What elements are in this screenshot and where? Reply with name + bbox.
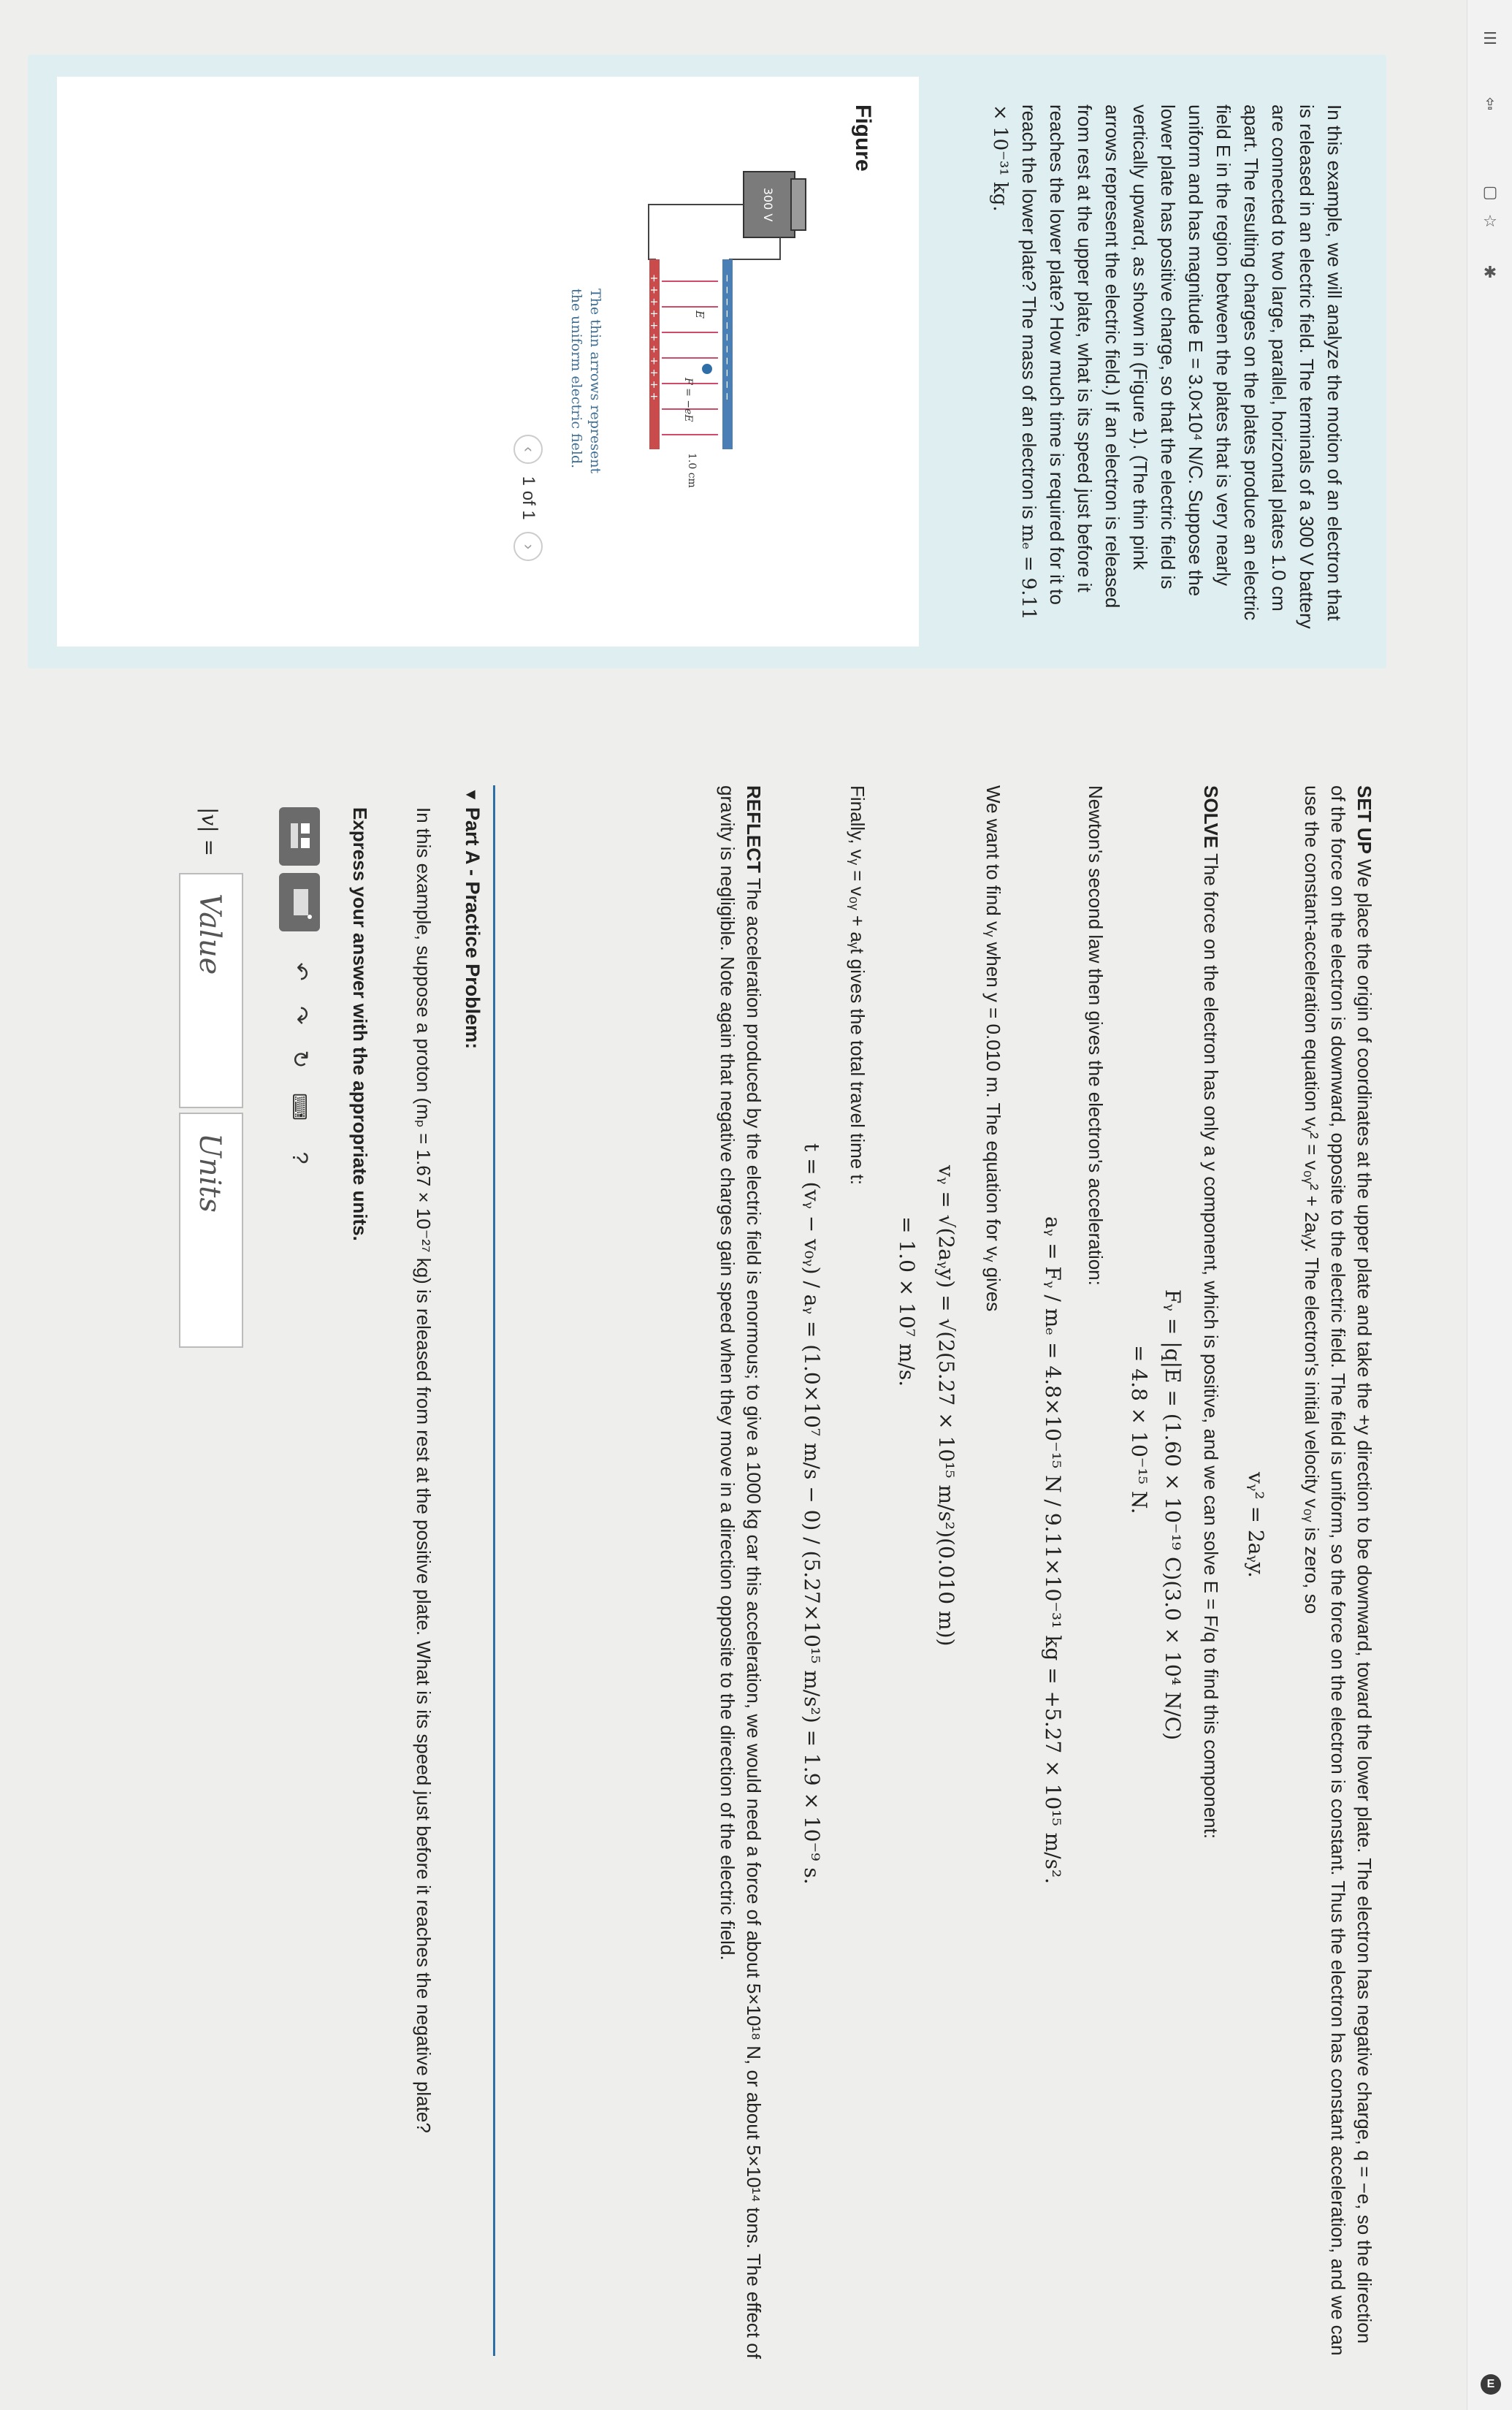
reflect-heading: REFLECT xyxy=(743,785,765,873)
svg-text:+ + + + + + + + + +: + + + + + + + + + + + xyxy=(648,274,660,401)
part-a-divider xyxy=(493,785,495,2356)
figure-caption-line-1: The thin arrows represent xyxy=(587,289,603,474)
parallel-plates-figure xyxy=(605,172,824,488)
electron xyxy=(702,364,712,374)
answer-label: |v| = xyxy=(197,807,221,857)
solve-heading: SOLVE xyxy=(1200,785,1222,849)
problem-intro xyxy=(986,104,1348,630)
browser-toolbar xyxy=(1467,0,1512,2410)
svg-text:− − − − − − − − − −: − − − − − − − − − − − xyxy=(721,274,733,401)
force-equation: Fᵧ = |q|E = (1.60 × 10⁻¹⁹ C)(3.0 × 10⁴ N/C) xyxy=(1161,1289,1185,1741)
chevron-right-icon[interactable]: › xyxy=(513,532,543,561)
redo-icon[interactable]: ↷ xyxy=(288,1006,312,1025)
solve-paragraph xyxy=(1198,785,1224,2363)
units-template-icon[interactable] xyxy=(279,873,320,931)
velocity-result: = 1.0 × 10⁷ m/s. xyxy=(895,1216,919,1387)
pager-label: 1 of 1 xyxy=(519,476,538,520)
part-a-title[interactable]: Part A - Practice Problem: xyxy=(462,807,484,1050)
want-text: We want to find vᵧ when y = 0.010 m. The equation for vᵧ gives xyxy=(982,785,1004,1312)
setup-paragraph xyxy=(1299,785,1378,2363)
battery-label: 300 V xyxy=(761,187,775,222)
acceleration-equation: aᵧ = Fᵧ / mₑ = 4.8×10⁻¹⁵ N / 9.11×10⁻³¹ kg = +5.27 × 10¹⁵ m/s². xyxy=(1041,1216,1065,1885)
battery xyxy=(744,172,806,237)
reset-icon[interactable]: ↻ xyxy=(288,1050,312,1069)
keyboard-icon[interactable]: ⌨ xyxy=(289,1093,310,1121)
tab-icon[interactable]: ▢ xyxy=(1482,183,1498,201)
figure-title: Figure xyxy=(851,104,875,172)
undo-icon[interactable]: ↶ xyxy=(288,962,312,981)
time-equation: t = (vᵧ − v₀ᵧ) / aᵧ = (1.0×10⁷ m/s − 0) / (5.27×10¹⁵ m/s²) = 1.9 × 10⁻⁹ s. xyxy=(800,1143,824,1885)
help-icon[interactable]: ? xyxy=(288,1151,312,1164)
share-icon[interactable]: ⇪ xyxy=(1483,95,1497,113)
reflect-paragraph xyxy=(714,785,767,2363)
force-result: = 4.8 × 10⁻¹⁵ N. xyxy=(1127,1345,1151,1514)
gap-label: 1.0 cm xyxy=(686,453,698,488)
chevron-left-icon[interactable]: ‹ xyxy=(513,435,543,464)
solve-text: The force on the electron has only a y component, which is positive, and we can solve E = F/q to find this component: xyxy=(1200,848,1222,1839)
menu-icon[interactable]: ☰ xyxy=(1483,29,1497,47)
field-label: E xyxy=(693,310,706,319)
setup-text: We place the origin of coordinates at the upper plate and take the +y direction to be downward, toward the lower plate. The electron has negative charge, q = −e, so the direction of the force on the electron is downward, opposite to the electric field. The field is uniform, so the force on the electron is constant. Thus the electron has constant acceleration, and we can use the constant-acceleration equation vᵧ² = v₀ᵧ² + 2aᵧy. The electron's initial velocity v₀ᵧ is zero, so xyxy=(1301,785,1375,2356)
velocity-equation: vᵧ = √(2aᵧy) = √(2(5.27 × 10¹⁵ m/s²)(0.010 m)) xyxy=(934,1165,958,1647)
part-a-instruction: Express your answer with the appropriate units. xyxy=(349,807,371,1241)
figure-caption-line-2: the uniform electric field. xyxy=(568,289,584,469)
solution-panel xyxy=(28,734,1386,2392)
extensions-icon[interactable]: ✱ xyxy=(1483,263,1497,281)
finally-text: Finally, vᵧ = v₀ᵧ + aᵧt gives the total travel time t: xyxy=(847,785,868,1185)
newton-text: Newton's second law then gives the electron's acceleration: xyxy=(1085,785,1107,1286)
reflect-text: The acceleration produced by the electric field is enormous; to give a 1000 kg car this acceleration, we would need a force of about 5×10¹⁸ N, or about 5×10¹⁴ tons. The effect of gravity is negligible. Note again that negative charges gain speed when they move in a direction opposite to the direction of the electric field. xyxy=(717,785,765,2359)
intro-text: In this example, we will analyze the motion of an electron that is released in an electric field. The terminals of a 300 V battery are connected to two large, parallel, horizontal plates 1.0 cm apart. The resulting charges on the plates produce an electric field E in the region between the plates that is very nearly uniform and has magnitude E = 3.0×10⁴ N/C. Suppose the lower plate has positive charge, so that the electric field is vertically upward, as shown in (Figure 1). (The thin pink arrows represent the electric field.) If an electron is released from rest at the upper plate, what is its speed just before it reaches the lower plate? How much time is required for it to reach the lower plate? The mass of an electron is xyxy=(1018,104,1345,629)
setup-equation: vᵧ² = 2aᵧy. xyxy=(1244,1472,1268,1578)
part-a-question: In this example, suppose a proton (mₚ = 1.67 × 10⁻²⁷ kg) is released from rest at the positive plate. What is its speed just before it reaches the negative plate? xyxy=(413,807,435,2133)
force-label: F = −eE xyxy=(682,378,694,422)
profile-badge[interactable]: E xyxy=(1481,2374,1501,2395)
top-wire xyxy=(729,237,780,259)
value-input[interactable]: Value xyxy=(179,873,243,1108)
electron-mass: mₑ = 9.11 × 10⁻³¹ kg. xyxy=(989,104,1039,620)
bookmark-icon[interactable]: ☆ xyxy=(1483,212,1497,230)
setup-heading: SET UP xyxy=(1353,785,1375,854)
template-icon[interactable] xyxy=(279,807,320,866)
units-input[interactable]: Units xyxy=(179,1113,243,1348)
problem-panel xyxy=(28,55,1386,668)
collapse-triangle-icon[interactable]: ▼ xyxy=(462,787,481,803)
bottom-wire xyxy=(649,205,744,259)
figure-pager xyxy=(513,427,543,568)
